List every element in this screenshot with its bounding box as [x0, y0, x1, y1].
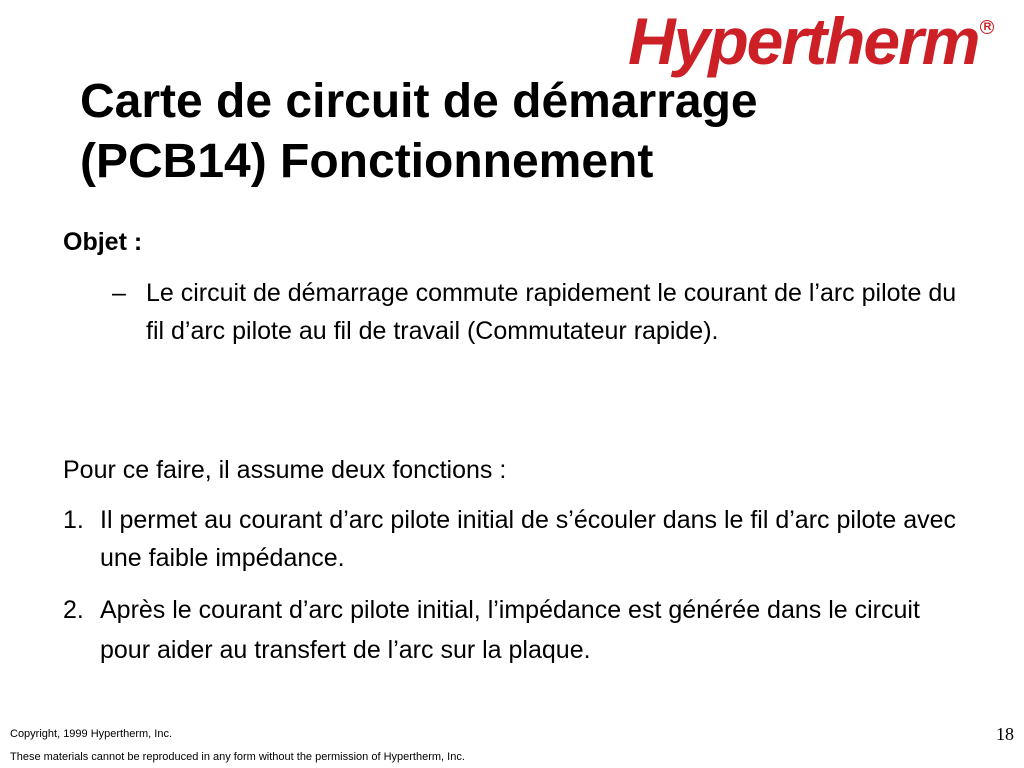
slide-title-line-2: (PCB14) Fonctionnement: [80, 135, 654, 188]
list-item-number: 1.: [63, 506, 84, 534]
logo-text: Hypertherm: [628, 4, 979, 78]
page-number: 18: [996, 724, 1014, 744]
slide-title-line-1: Carte de circuit de démarrage: [80, 75, 758, 128]
list-item: [63, 501, 963, 577]
footer-copyright: Copyright, 1999 Hypertherm, Inc.: [10, 728, 173, 740]
hypertherm-logo: [628, 6, 994, 76]
list-item-number: 2.: [63, 596, 84, 624]
footer-permission: These materials cannot be reproduced in any form without the permission of Hypertherm, Inc.: [10, 751, 465, 763]
bullet-text: Le circuit de démarrage commute rapidement le courant de l’arc pilote du fil d’arc pilote au fil de travail (Commutateur rapide).: [146, 279, 957, 345]
bullet-dash: –: [112, 279, 126, 307]
intro-paragraph: Pour ce faire, il assume deux fonctions :: [63, 456, 507, 484]
list-item: [63, 590, 963, 670]
objet-bullet: [112, 274, 972, 350]
list-item-text: Après le courant d’arc pilote initial, l’impédance est générée dans le circuit pour aider au transfert de l’arc sur la plaque.: [100, 596, 920, 664]
objet-label: Objet :: [63, 228, 143, 256]
list-item-text: Il permet au courant d’arc pilote initial de s’écouler dans le fil d’arc pilote avec une faible impédance.: [100, 506, 957, 572]
slide-title: [80, 72, 940, 192]
registered-mark-icon: R: [980, 20, 994, 34]
